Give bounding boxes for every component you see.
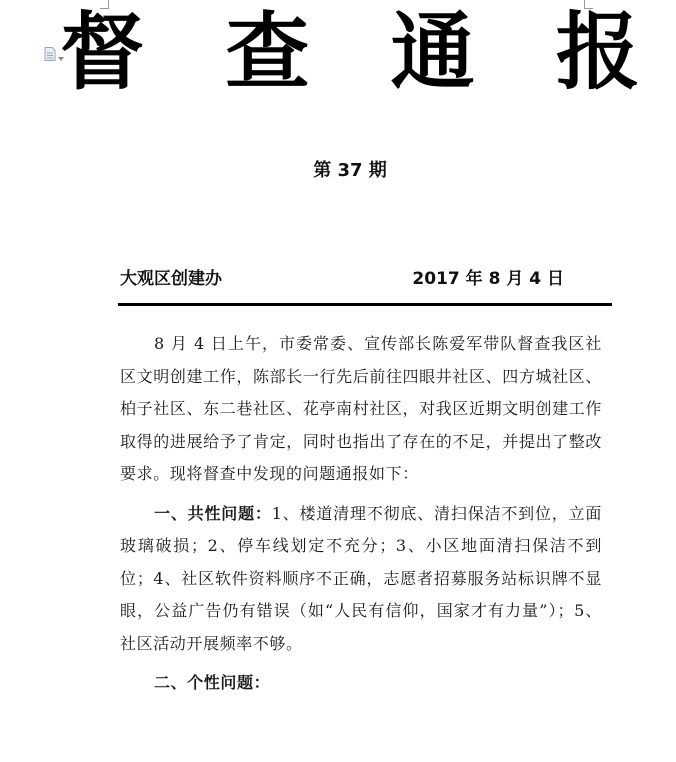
- issue-date: 2017 年 8 月 4 日: [412, 269, 564, 289]
- document-body: [120, 328, 602, 700]
- issue-number: 第 37 期: [313, 160, 387, 181]
- editor-left-margin: [0, 0, 25, 762]
- intro-paragraph: 8 月 4 日上午，市委常委、宣传部长陈爱军带队督查我区社区文明创建工作，陈部长一行先后前往四眼井社区、四方城社区、柏子社区、东二巷社区、花亭南村社区，对我区近期文明创建工作取得的进展给予了肯定，同时也指出了存在的不足，并提出了整改要求。现将督查中发现的问题通报如下：: [120, 334, 602, 483]
- section-common-issues: [120, 498, 602, 661]
- page-title: 督 查 通 报: [60, 3, 666, 101]
- header-divider: [118, 303, 612, 306]
- document-page: [24, 0, 676, 762]
- section-heading-common: 一、共性问题：: [154, 503, 272, 523]
- section-body-common: 1、楼道清理不彻底、清扫保洁不到位，立面玻璃破损；2、停车线划定不充分；3、小区地面清扫保洁不到位；4、社区软件资料顺序不正确，志愿者招募服务站标识牌不显眼，公益广告仍有错误（如“人民有信仰，国家才有力量”）；5、社区活动开展频率不够。: [120, 503, 602, 653]
- section-heading-individual: 二、个性问题：: [154, 673, 271, 692]
- issuing-organization: 大观区创建办: [120, 269, 222, 289]
